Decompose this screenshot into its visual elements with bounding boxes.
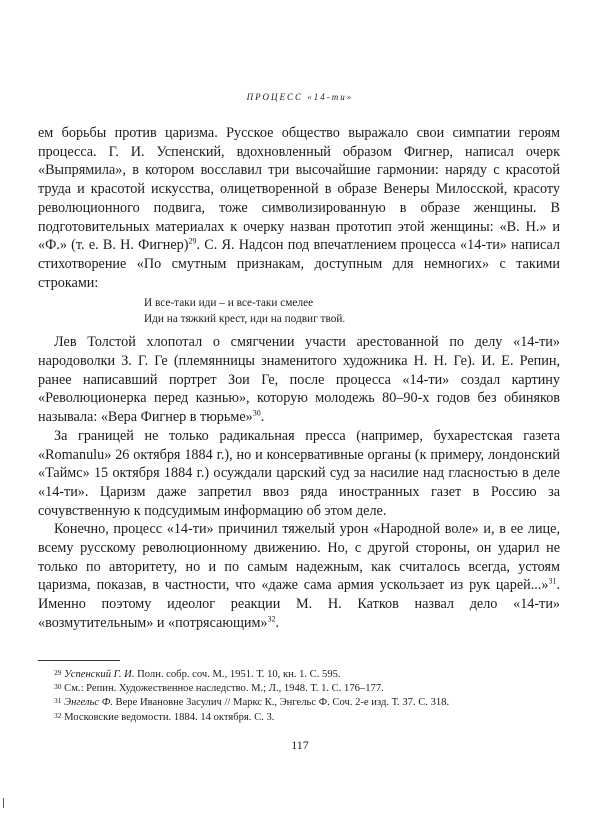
running-title: ПРОЦЕСС «14-ти» — [246, 92, 354, 102]
footnote-text: Полн. собр. соч. М., 1951. Т. 10, кн. 1. С. 595. — [134, 669, 341, 680]
footnote-ref-31[interactable]: 31 — [548, 576, 557, 586]
paragraph-4-text: Конечно, процесс «14-ти» причинил тяжелый урон «Народной воле» и, в ее лице, всему русскому революционному движению. Но, с другой стороны, он ударил не только по авторитету, но и по самым надежным, как считалось всегда, устоям царизма, показав, в частности, что «даже сама армия ускользает из рук царей...» — [38, 521, 560, 594]
paragraph-4-tail: . — [275, 614, 280, 631]
footnote-author: Успенский Г. И. — [64, 669, 135, 680]
footnote-29 — [38, 668, 560, 682]
paragraph-1-text: ем борьбы против царизма. Русское общество выражало свои симпатии героям процесса. Г. И. Успенский, вдохновленный образом Фигнер, написал очерк «Выпрямила», в котором восславил три высочайшие гармонии: наряду с красотой труда и красотой искусства, олицетворенной в образе Венеры Милосской, красоту революционного подвига, тоже символизированную в образе женщины. В подготовительных материалах к очерку назван прототип этой женщины: «В. Н.» и «Ф.» (т. е. В. Н. Фигнер) — [38, 125, 560, 254]
paragraph-1 — [38, 124, 560, 292]
paragraph-2-text: Лев Толстой хлопотал о смягчении участи арестованной по делу «14-ти» народоволки З. Г. Ге (племянницы знаменитого художника Н. Н. Ге). И. Е. Репин, ранее написавший портрет Зои Ге, после процесса «14-ти» создал картину «Революционерка перед казнью», которую молодежь 80–90-х годов без обиняков называла: «Вера Фигнер в тюрьме» — [38, 334, 560, 426]
paragraph-1-tail: . С. Я. Надсон под впечатлением процесса «14-ти» написал стихотворение «По смутным признакам, доступным для немногих» с такими строками: — [38, 237, 560, 291]
footnote-ref-29[interactable]: 29 — [188, 236, 197, 246]
footnote-31 — [38, 696, 560, 710]
paragraph-4 — [38, 520, 560, 632]
footnote-number: 30 — [54, 682, 62, 692]
poem-line-1: И все-таки иди – и все-таки смелее — [144, 297, 314, 310]
paragraph-2-tail: . — [260, 409, 265, 426]
footnote-author: Энгельс Ф. — [64, 697, 113, 709]
poem-line-2: Иди на тяжкий крест, иди на подвиг твой. — [144, 313, 346, 326]
footnote-number: 32 — [54, 710, 62, 720]
scan-artifact — [3, 798, 4, 808]
footnote-32 — [38, 711, 560, 725]
footnote-number: 31 — [54, 696, 62, 706]
paragraph-2 — [38, 333, 560, 427]
page-number: 117 — [291, 738, 309, 752]
footnote-text: См.: Репин. Художественное наследство. М.; Л., 1948. Т. 1. С. 176–177. — [64, 683, 384, 695]
paragraph-3: За границей не только радикальная пресса (например, бухарестская газета «Romanulu» 26 октября 1884 г.), но и консервативные органы (к примеру, лондонский «Таймс» 15 октября 1884 г.) осуждали царский суд за насилие над гласностью в деле «14-ти». Царизм даже запретил ввоз ряда иностранных газет в Россию за сочувственную к подсудимым информацию об этом деле. — [38, 427, 560, 519]
footnotes-section — [38, 668, 560, 725]
paragraph-4-mid: . Именно поэтому идеолог реакции М. Н. Катков назвал дело «14-ти» «возмутительным» и «потрясающим» — [38, 577, 560, 631]
footnote-text: Вере Ивановне Засулич // Маркс К., Энгельс Ф. Соч. 2-е изд. Т. 37. С. 318. — [112, 697, 450, 709]
poem-quote — [38, 295, 560, 327]
footnote-30 — [38, 682, 560, 696]
footnote-text: Московские ведомости. 1884. 14 октября. С. 3. — [64, 711, 275, 723]
main-text — [38, 124, 560, 633]
footnote-number: 29 — [54, 668, 62, 677]
footnote-divider — [38, 660, 120, 661]
footnote-ref-30[interactable]: 30 — [252, 408, 261, 418]
footnote-ref-32[interactable]: 32 — [267, 614, 276, 624]
